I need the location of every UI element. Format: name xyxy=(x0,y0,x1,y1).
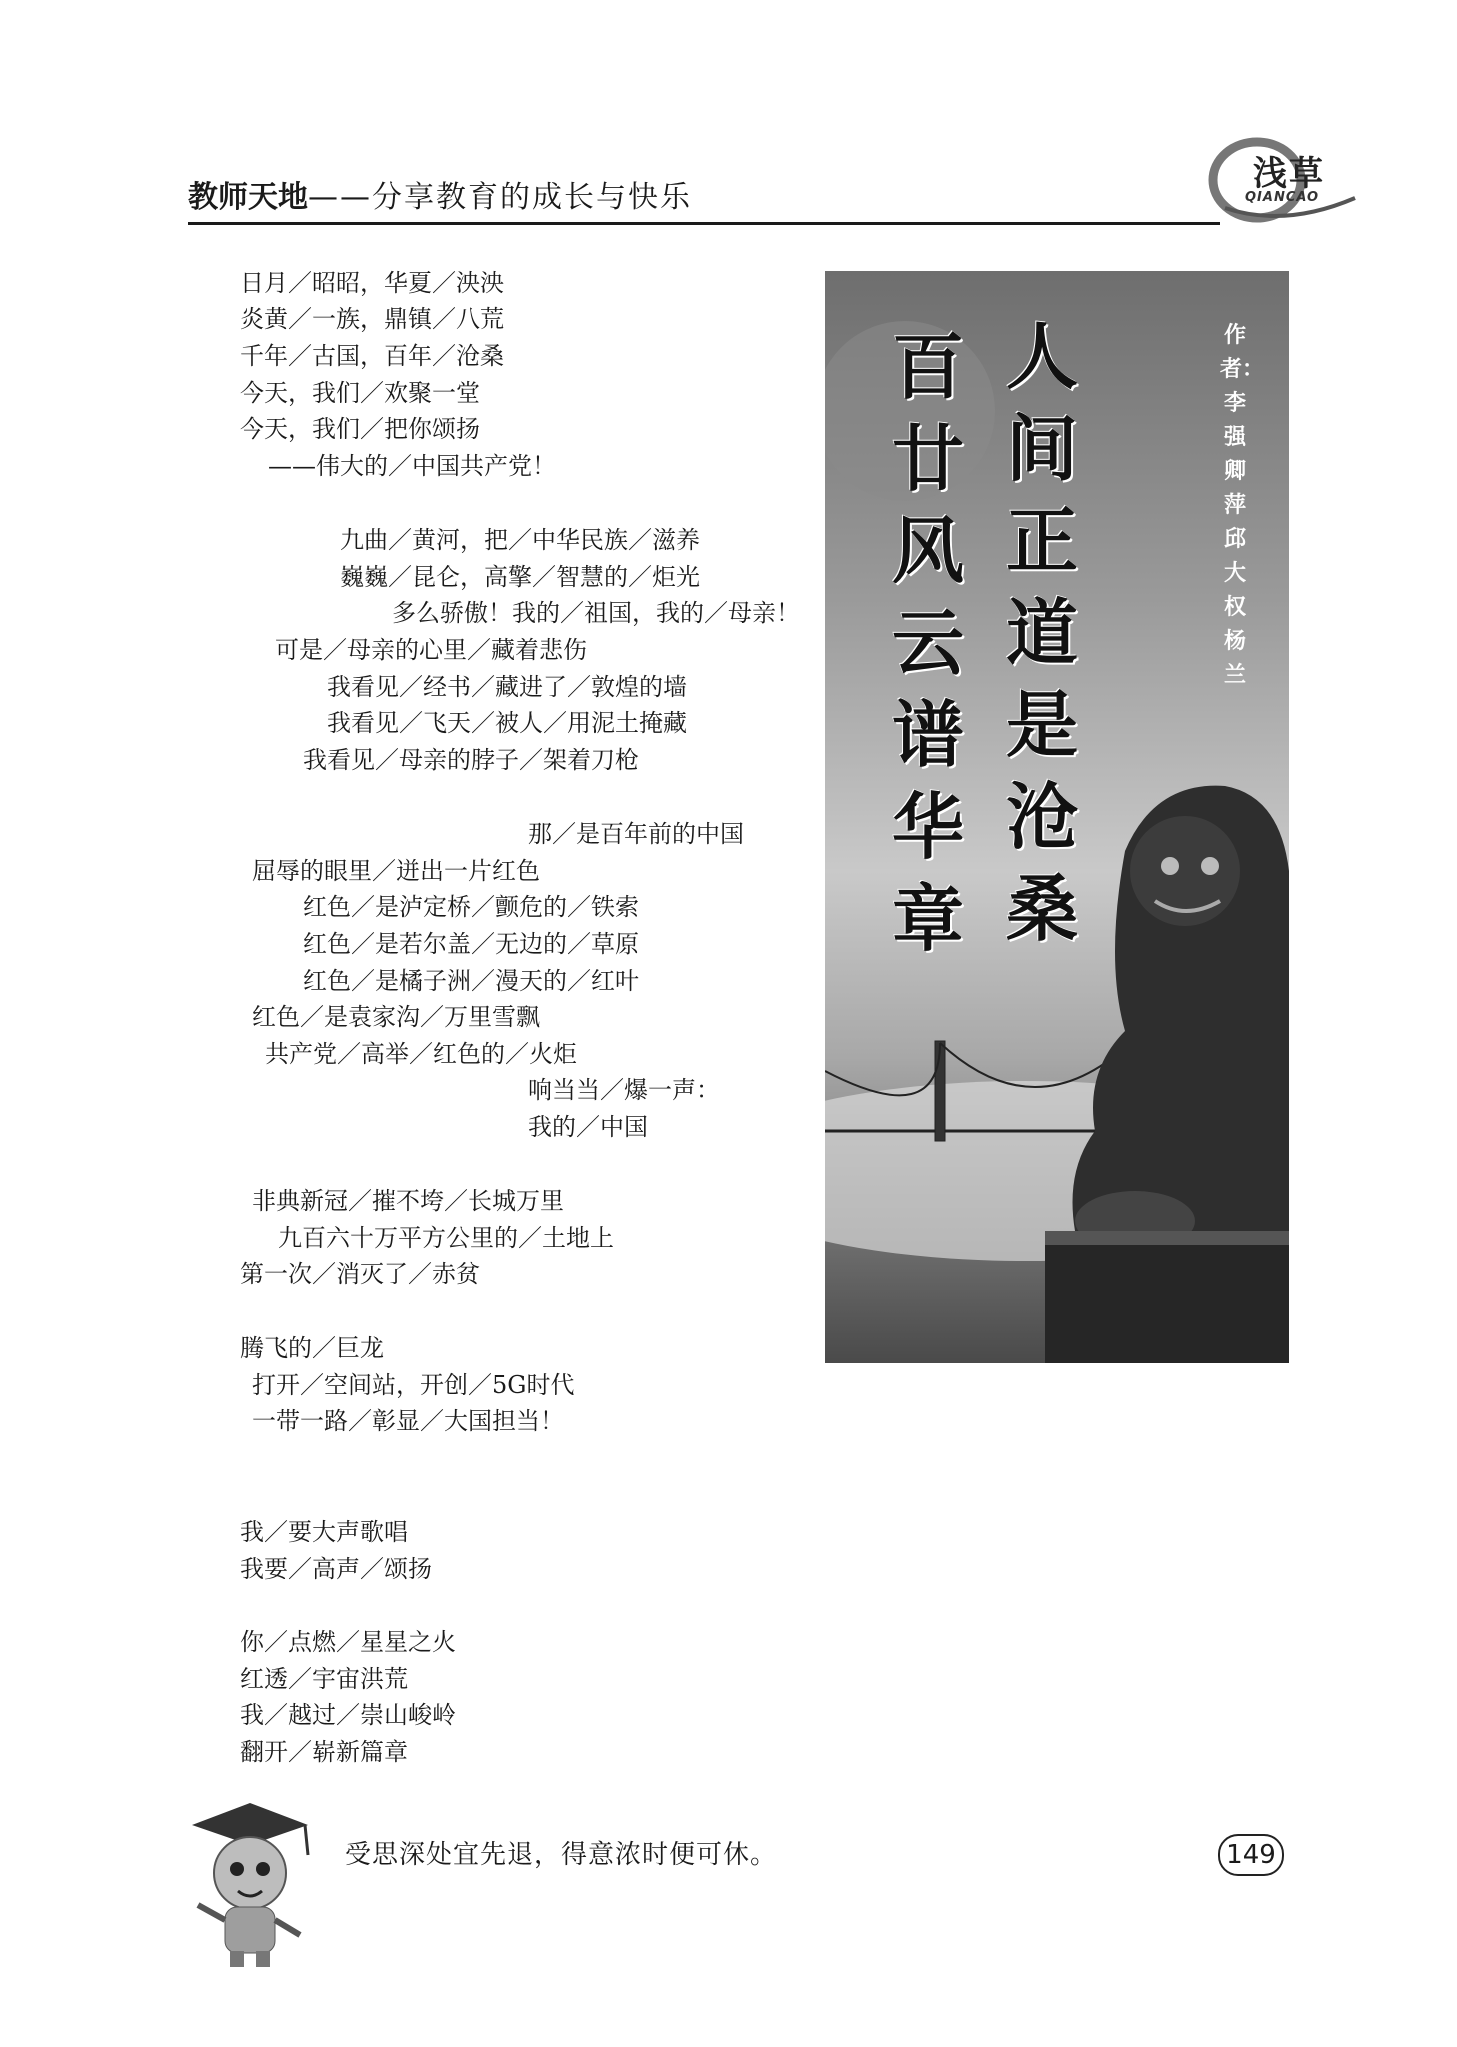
poem-line: 巍巍／昆仑，高擎／智慧的／炬光 xyxy=(340,563,700,591)
author-name: 卿 萍 xyxy=(1223,459,1269,518)
poem-line: ——伟大的／中国共产党！ xyxy=(268,452,556,480)
title-line-1 xyxy=(997,311,1087,955)
running-header xyxy=(188,178,692,218)
poem-line: 红色／是橘子洲／漫天的／红叶 xyxy=(303,967,639,995)
poem-line: 腾飞的／巨龙 xyxy=(240,1334,384,1362)
author-name: 李 强 xyxy=(1223,391,1269,450)
poem-line: 今天，我们／欢聚一堂 xyxy=(240,379,480,407)
poem-line: 红色／是泸定桥／颤危的／铁索 xyxy=(303,893,639,921)
header-rule xyxy=(188,222,1220,225)
poem-line: 红透／宇宙洪荒 xyxy=(240,1665,408,1693)
poem-line: 多么骄傲！我的／祖国，我的／母亲！ xyxy=(392,599,800,627)
poem-line: 千年／古国，百年／沧桑 xyxy=(240,342,504,370)
poem-line: 打开／空间站，开创／5G时代 xyxy=(252,1371,575,1399)
section-title: 教师天地 xyxy=(188,180,308,215)
page-number: 149 xyxy=(1218,1834,1284,1876)
poem-line: 我／越过／崇山峻岭 xyxy=(240,1701,456,1729)
poem-line: 九曲／黄河，把／中华民族／滋养 xyxy=(340,526,700,554)
title-banner xyxy=(825,271,1289,1363)
poem-line: 我看见／母亲的脖子／架着刀枪 xyxy=(303,746,639,774)
logo-text-en: QIANCAO xyxy=(1245,190,1320,205)
poem-line: 可是／母亲的心里／藏着悲伤 xyxy=(275,636,587,664)
poem-line: 响当当／爆一声： xyxy=(528,1076,720,1104)
magazine-logo xyxy=(1205,128,1365,228)
poem-line: 炎黄／一族，鼎镇／八荒 xyxy=(240,305,504,333)
footer-motto: 受思深处宜先退，得意浓时便可休。 xyxy=(345,1840,778,1870)
poem-line: 那／是百年前的中国 xyxy=(528,820,744,848)
poem-line: 第一次／消灭了／赤贫 xyxy=(240,1260,480,1288)
poem-line: 翻开／崭新篇章 xyxy=(240,1738,408,1766)
author-label: 作者： xyxy=(1220,323,1265,382)
author-name: 邱大权 xyxy=(1223,527,1246,620)
poem-line: 一带一路／彰显／大国担当！ xyxy=(252,1407,564,1435)
logo-text: 浅草 xyxy=(1253,154,1325,194)
graduate-mascot-icon xyxy=(180,1795,320,1970)
author-credit xyxy=(1220,319,1269,693)
mascot-icon xyxy=(180,1795,320,1970)
poem-line: 我的／中国 xyxy=(528,1113,648,1141)
poem-line: 屈辱的眼里／迸出一片红色 xyxy=(252,857,540,885)
author-name: 杨 兰 xyxy=(1223,629,1269,688)
poem-line: 我要／高声／颂扬 xyxy=(240,1555,432,1583)
poem-line: 今天，我们／把你颂扬 xyxy=(240,415,480,443)
title-line-2 xyxy=(883,321,973,965)
poem-line: 共产党／高举／红色的／火炬 xyxy=(265,1040,577,1068)
poem-line: 日月／昭昭，华夏／泱泱 xyxy=(240,269,504,297)
poem-line: 你／点燃／星星之火 xyxy=(240,1628,456,1656)
poem-line: 九百六十万平方公里的／土地上 xyxy=(278,1224,614,1252)
poem-line: 我／要大声歌唱 xyxy=(240,1518,408,1546)
title-text: 百廿风云谱华章 xyxy=(891,325,964,961)
title-text: 人间正道是沧桑 xyxy=(1005,315,1078,951)
poem-line: 红色／是若尔盖／无边的／草原 xyxy=(303,930,639,958)
poem-line: 非典新冠／摧不垮／长城万里 xyxy=(252,1187,564,1215)
poem-line: 我看见／飞天／被人／用泥土掩藏 xyxy=(327,709,687,737)
section-subtitle: ——分享教育的成长与快乐 xyxy=(308,180,692,215)
poem-line: 我看见／经书／藏进了／敦煌的墙 xyxy=(327,673,687,701)
poem-line: 红色／是袁家沟／万里雪飘 xyxy=(252,1003,540,1031)
